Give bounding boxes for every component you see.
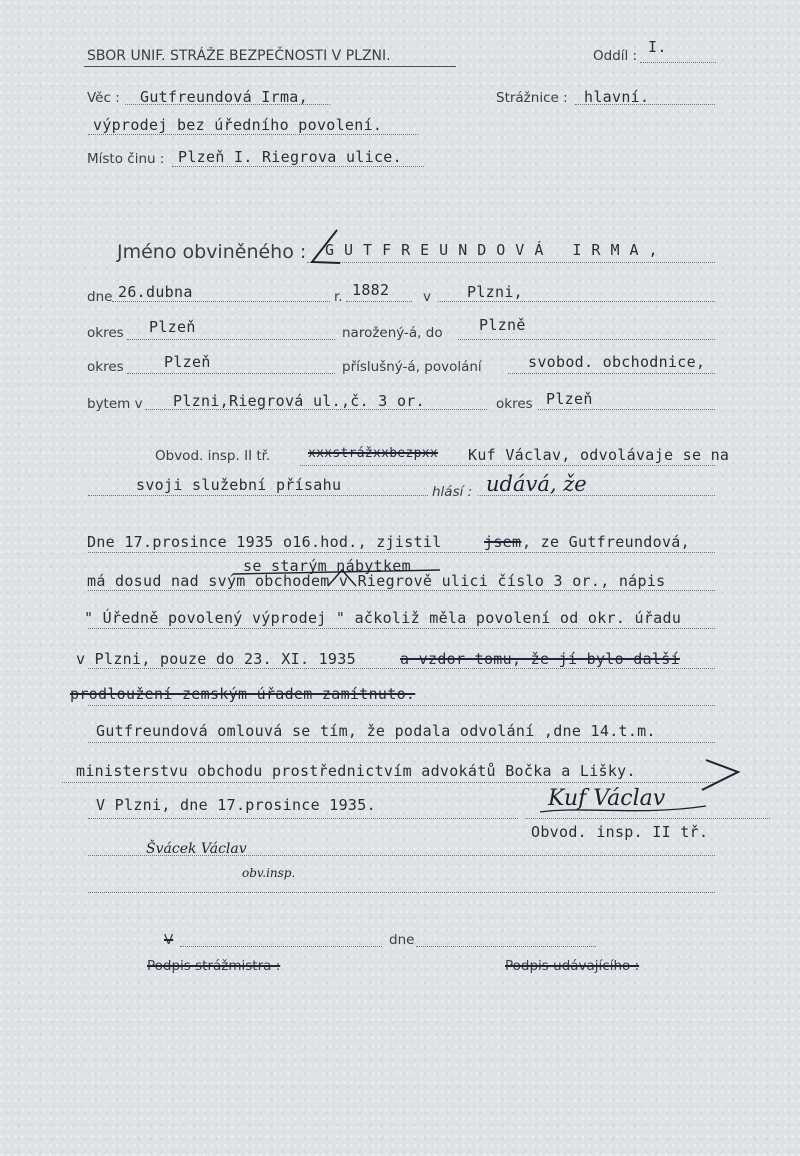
body-rule-5 <box>88 705 715 706</box>
born-to-line <box>458 339 715 340</box>
place-date: V Plzni, dne 17.prosince 1935. <box>96 796 376 814</box>
born-label: narožený-á, do <box>342 325 443 341</box>
body-line-1a: Dne 17.prosince 1935 o16.hod., zjistil <box>87 533 442 551</box>
body-rule-7 <box>62 782 715 783</box>
oath: svoji služební přísahu <box>136 476 342 494</box>
reports-line <box>478 495 715 496</box>
subject-line-2 <box>88 134 418 135</box>
birth-date: 26.dubna <box>118 283 193 301</box>
occupation-line <box>508 373 715 374</box>
body-line-1-struck: jsem <box>484 533 522 551</box>
place-value: Plzeň I. Riegrova ulice. <box>178 148 402 166</box>
section-line <box>640 62 716 63</box>
birth-r-label: r. <box>334 289 343 305</box>
subject-line-1 <box>125 104 330 105</box>
birth-year: 1882 <box>352 281 390 299</box>
signature-reporter-label <box>505 958 639 974</box>
inspector-label: Obvod. insp. II tř. <box>155 448 271 464</box>
signature-right-line <box>525 818 770 819</box>
body-rule-4 <box>88 668 715 669</box>
place-line <box>172 166 424 167</box>
birth-date-line <box>112 301 330 302</box>
domicile-district-line <box>127 373 335 374</box>
section-label: Oddíl : <box>593 48 638 64</box>
inspector-text: Kuf Václav, odvolávaje se na <box>468 446 730 464</box>
signature-right: Kuf Václav <box>548 786 666 811</box>
footer-v-line <box>180 946 382 947</box>
birth-place: Plzni, <box>467 283 523 301</box>
residence-district: Plzeň <box>546 390 593 408</box>
place-label: Místo činu : <box>87 151 165 167</box>
signature-sergeant-label <box>147 958 280 974</box>
heading-underline <box>84 66 456 67</box>
residence-district-line <box>538 409 715 410</box>
place-date-line <box>88 818 518 819</box>
station-line <box>575 104 715 105</box>
station-label: Strážnice : <box>496 90 568 106</box>
body-line-4-struck: a vzdor tomu, že jí bylo další <box>400 650 680 668</box>
station-value: hlavní. <box>584 88 650 106</box>
footer-dne-label: dne <box>389 932 415 948</box>
reports-label: hlásí : <box>432 484 473 500</box>
body-line-6: Gutfreundová omlouvá se tím, že podala odvolání ,dne 14.t.m. <box>96 722 656 740</box>
domicile-label: příslušný-á, povolání <box>342 359 482 375</box>
body-line-7: ministerstvu obchodu prostřednictvím advokátů Bočka a Lišky. <box>76 762 636 780</box>
born-to: Plzně <box>479 316 526 334</box>
signature-sergeant-text: Podpis strážmistra : <box>147 958 281 974</box>
reports-handwritten: udává, že <box>486 472 587 496</box>
signature-reporter-text: Podpis udávajícího : <box>505 958 640 974</box>
body-line-1b: , ze Gutfreundová, <box>522 533 690 551</box>
okres-label-3: okres <box>496 396 533 412</box>
residence: Plzni,Riegrová ul.,č. 3 or. <box>173 392 425 410</box>
body-line-2: má dosud nad svým obchodem v Riegrově ulici číslo 3 or., nápis <box>87 572 666 590</box>
occupation: svobod. obchodnice, <box>528 353 706 371</box>
body-rule-2 <box>88 590 715 591</box>
footer-dne-line <box>416 946 596 947</box>
body-line-5-struck: prodloužení zemským úřadem zamítnuto. <box>70 685 416 703</box>
birth-dne-label: dne <box>87 289 113 305</box>
body-line-3: " Úředně povolený výprodej " ačkoliž měla povolení od okr. úřadu <box>84 609 682 627</box>
birth-district-line <box>127 339 335 340</box>
body-rule-3 <box>88 628 715 629</box>
body-rule-1 <box>88 552 715 553</box>
subject-label: Věc : <box>87 90 120 106</box>
accused-name-line <box>307 262 715 263</box>
birth-district: Plzeň <box>149 318 196 336</box>
signature-left: Švácek Václav <box>146 841 247 857</box>
accused-name-label: Jméno obviněného : <box>117 241 307 263</box>
blank-rule <box>88 892 715 893</box>
birth-year-line <box>346 301 412 302</box>
residence-label: bytem v <box>87 396 143 412</box>
body-rule-6 <box>88 742 715 743</box>
corps-heading: SBOR UNIF. STRÁŽE BEZPEČNOSTI V PLZNI. <box>87 48 391 64</box>
section-value: I. <box>648 38 667 56</box>
inserted-phrase: se starým nábytkem <box>243 557 411 575</box>
oath-line <box>88 495 428 496</box>
accused-name-value: GUTFREUNDOVÁ IRMA, <box>325 241 668 259</box>
residence-line <box>145 409 487 410</box>
footer-v-label: V <box>164 932 174 948</box>
domicile-district: Plzeň <box>164 353 211 371</box>
closing-bracket-mark <box>702 760 738 790</box>
birth-place-line <box>438 301 715 302</box>
body-line-4a: v Plzni, pouze do 23. XI. 1935 <box>76 650 356 668</box>
signer-title: Obvod. insp. II tř. <box>531 823 709 841</box>
inspector-line <box>300 465 715 466</box>
signature-left-sub: obv.insp. <box>242 866 296 880</box>
inspector-struck: xxxstrážxxbezpxx <box>308 446 439 461</box>
okres-label-2: okres <box>87 359 124 375</box>
subject-value-2: výprodej bez úředního povolení. <box>93 116 383 134</box>
birth-v-label: v <box>423 289 431 305</box>
subject-value-1: Gutfreundová Irma, <box>140 88 308 106</box>
okres-label-1: okres <box>87 325 124 341</box>
